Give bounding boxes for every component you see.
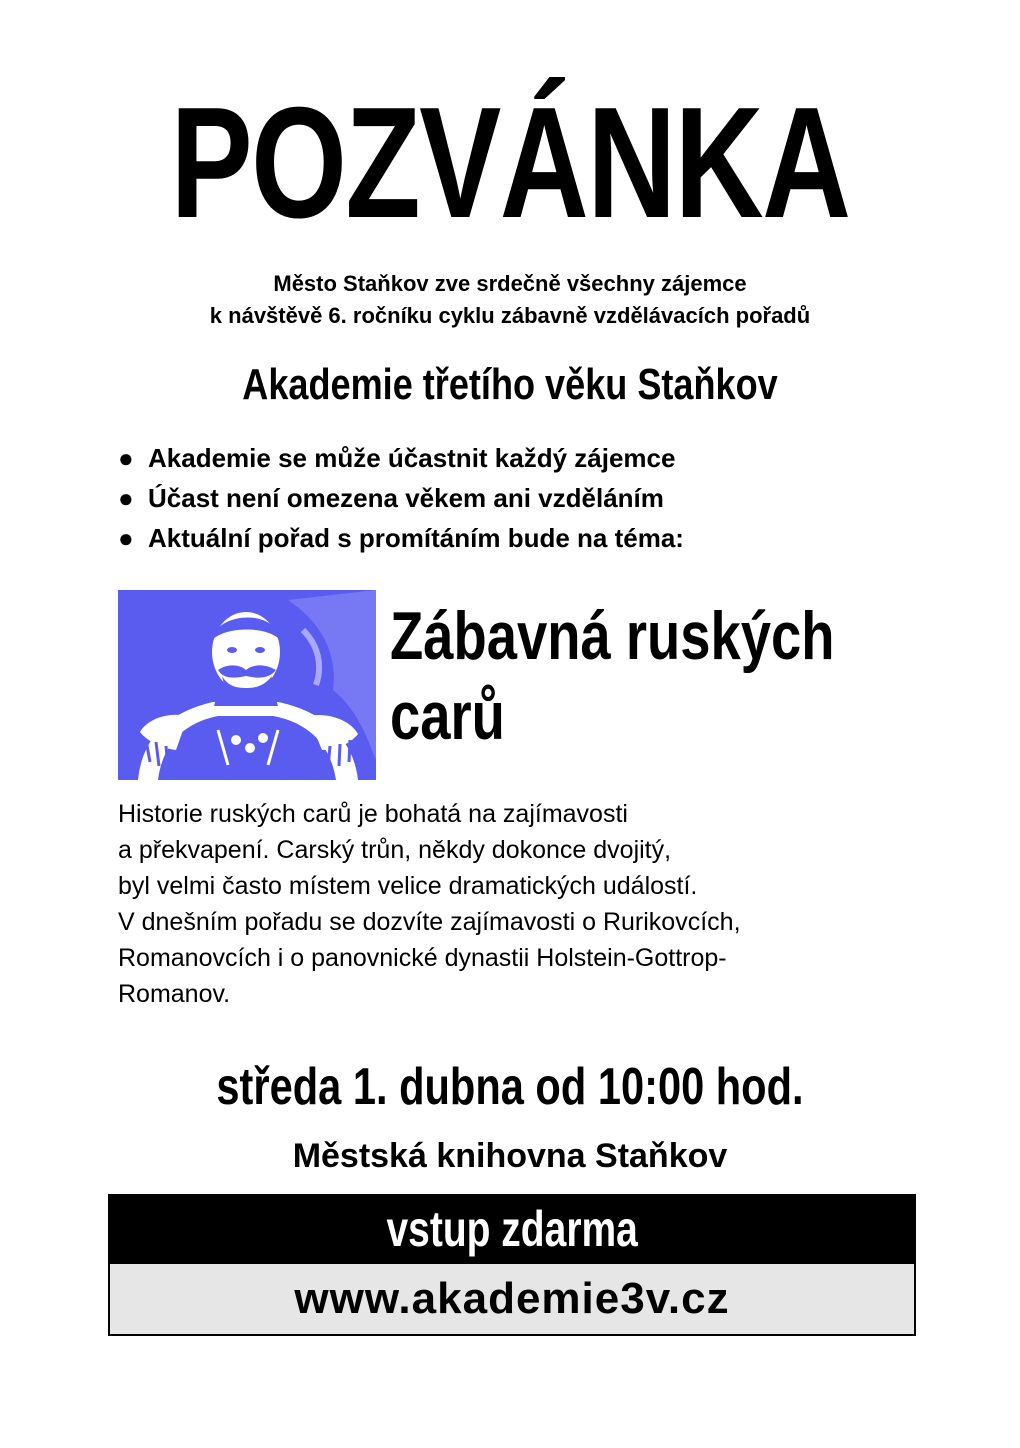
topic-line-2: carů [390, 678, 505, 754]
topic-line-1: Zábavná ruských [390, 598, 835, 674]
event-date-time: středa 1. dubna od 10:00 hod. [216, 1058, 804, 1116]
description-line: Romanovcích i o panovnické dynastii Holstein-Gottrop- [118, 944, 727, 972]
intro-line-2: k návštěvě 6. ročníku cyklu zábavně vzdělávacích pořadů [209, 303, 811, 328]
description-text [118, 796, 918, 1012]
bullet-icon: ● [118, 443, 134, 473]
description-line: Romanov. [118, 980, 231, 1008]
description-line: a překvapení. Carský trůn, někdy dokonce dvojitý, [118, 836, 672, 864]
bullet-item: ● Účast není omezena věkem ani vzděláním [118, 478, 684, 518]
topic-title [390, 596, 834, 756]
admission-label: vstup zdarma [386, 1201, 638, 1257]
portrait-illustration [118, 590, 376, 780]
admission-banner [108, 1194, 916, 1264]
website-link[interactable]: www.akademie3v.cz [108, 1264, 916, 1336]
bullet-icon: ● [118, 483, 134, 513]
intro-line-1: Město Staňkov zve srdečně všechny zájemce [273, 271, 747, 296]
description-line: byl velmi často místem velice dramatických událostí. [118, 872, 698, 900]
poster-headline: POZVÁNKA [170, 75, 850, 251]
bullet-list [118, 438, 684, 558]
bullet-item: ● Aktuální pořad s promítáním bude na téma: [118, 518, 684, 558]
description-line: V dnešním pořadu se dozvíte zajímavosti o Rurikovcích, [118, 908, 741, 936]
description-line: Historie ruských carů je bohatá na zajímavosti [118, 800, 628, 828]
event-venue: Městská knihovna Staňkov [292, 1137, 728, 1175]
intro-text [0, 268, 1020, 332]
bullet-icon: ● [118, 523, 134, 553]
series-title: Akademie třetího věku Staňkov [242, 360, 778, 409]
tsar-portrait-image [118, 590, 376, 780]
bullet-item: ● Akademie se může účastnit každý zájemce [118, 438, 684, 478]
